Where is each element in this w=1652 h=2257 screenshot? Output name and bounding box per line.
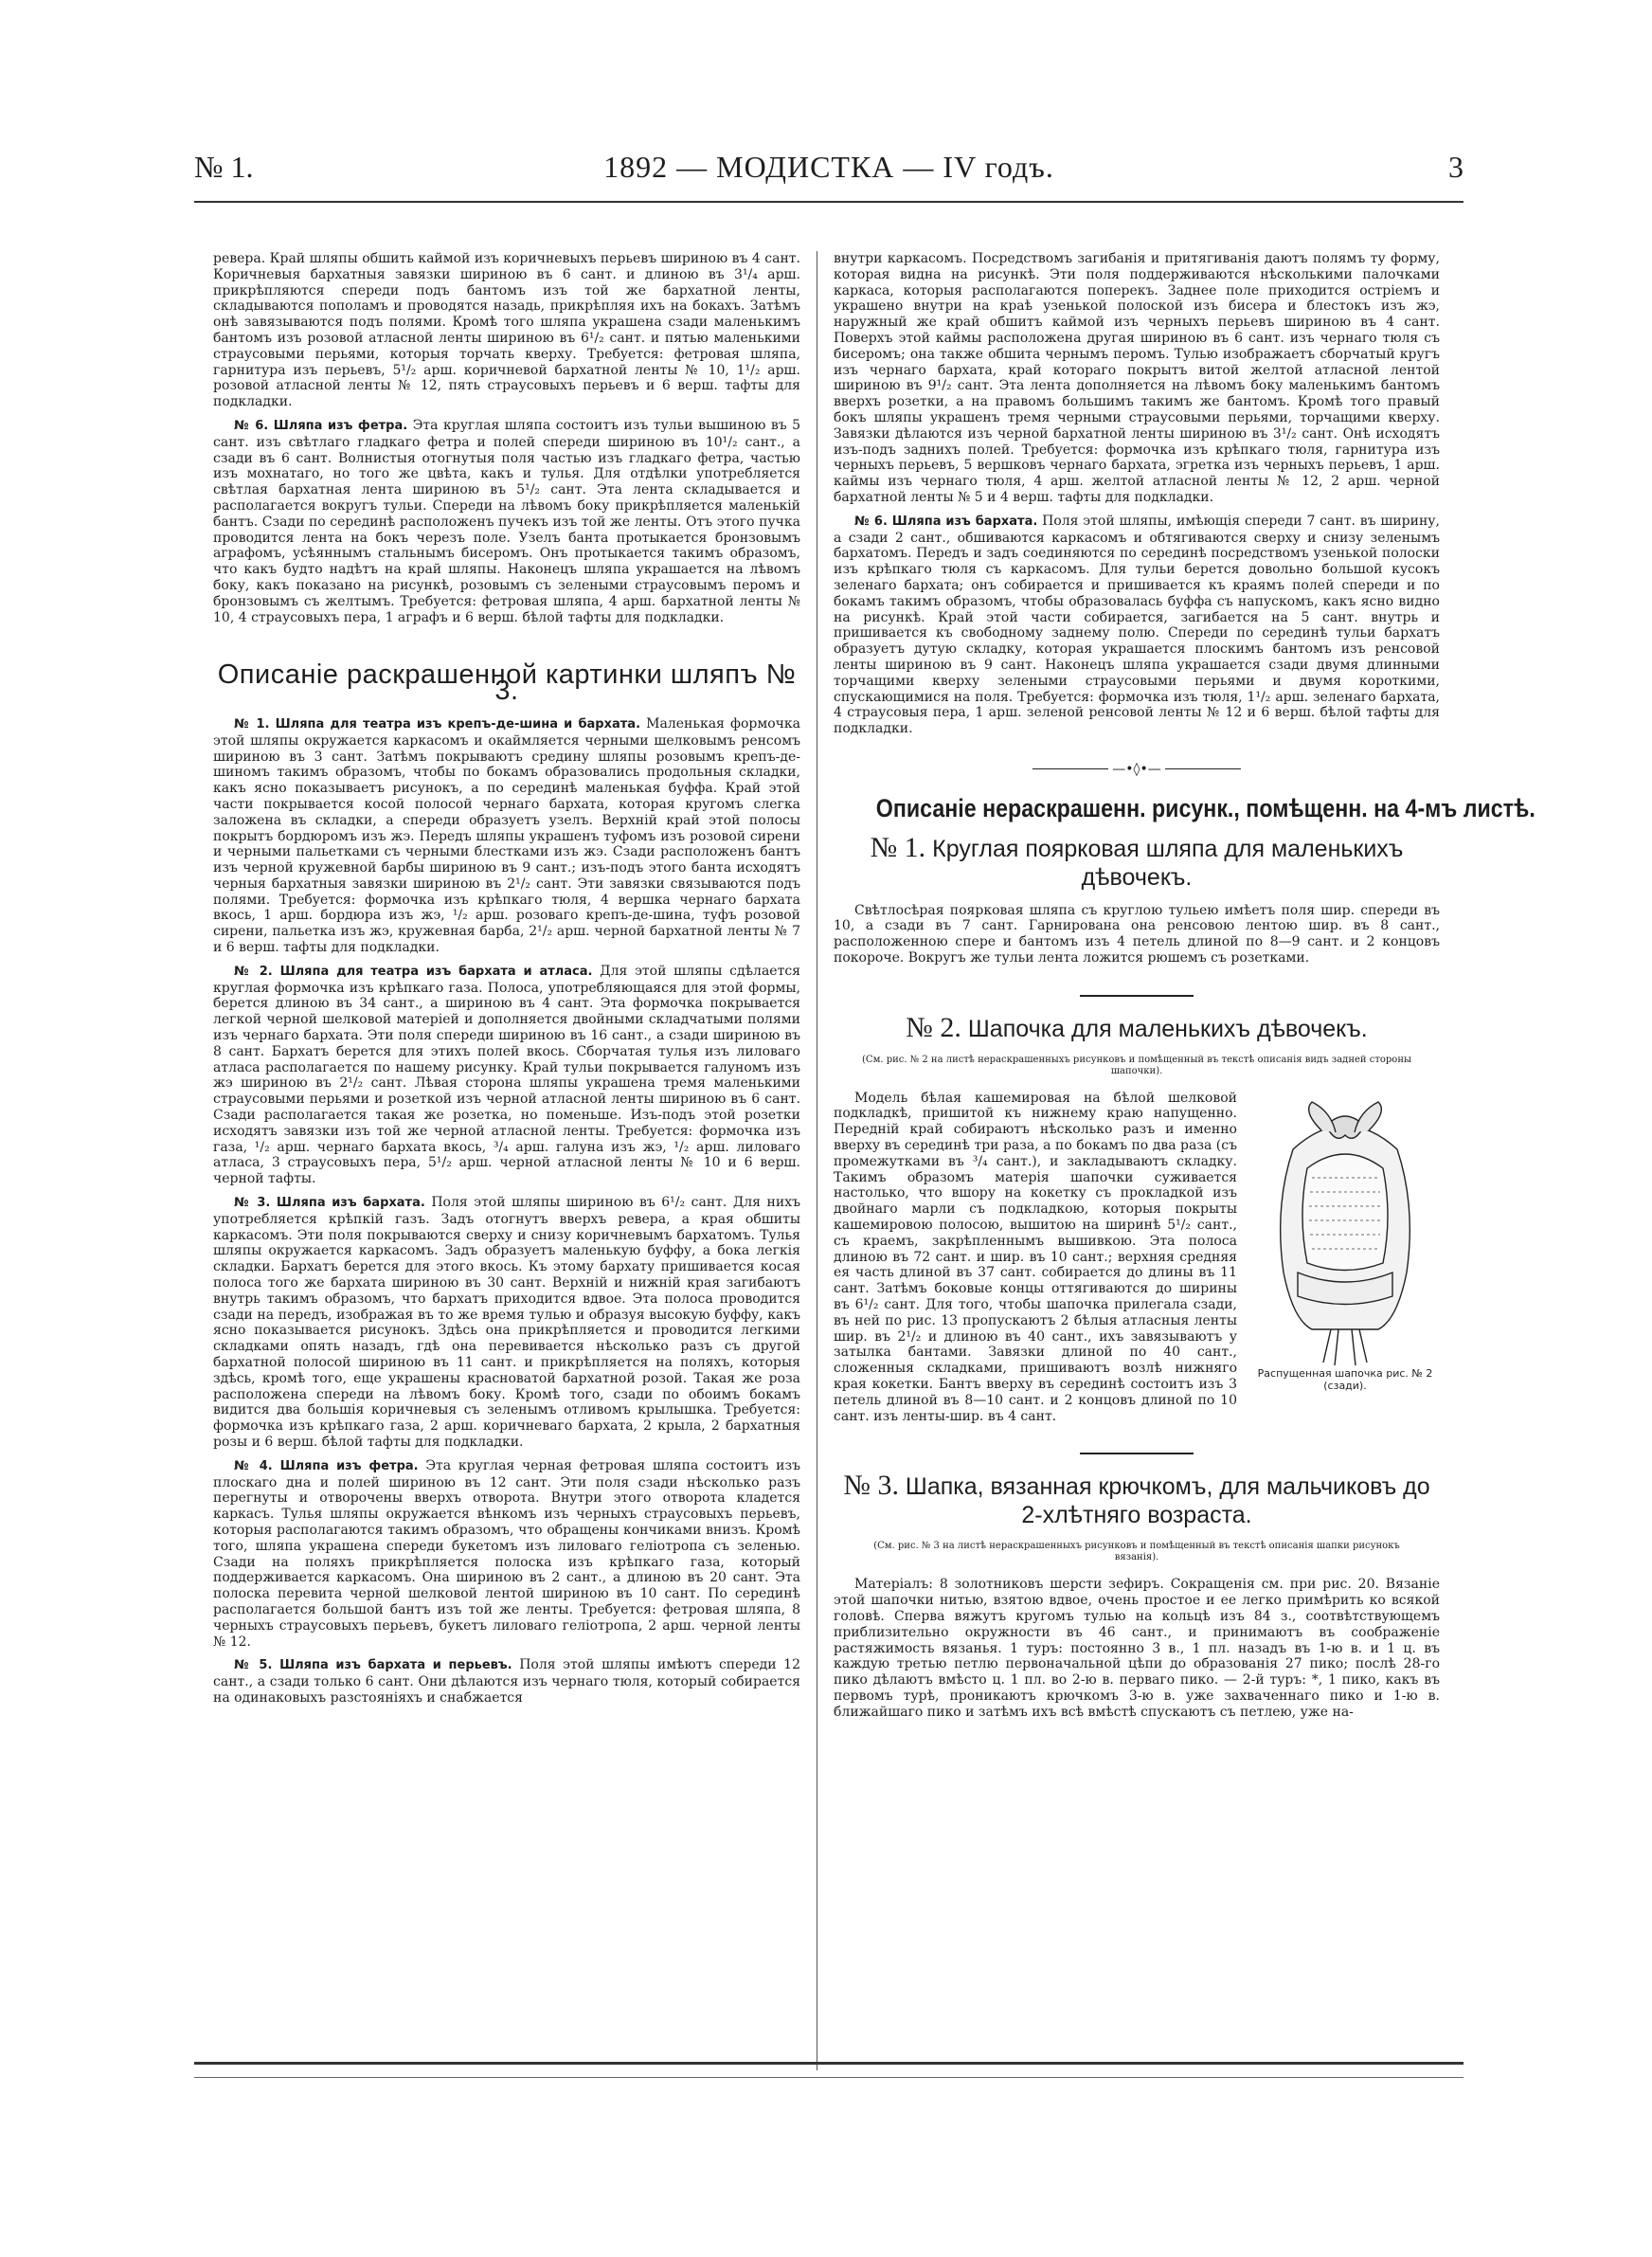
- item-number: № 1.: [870, 831, 926, 863]
- ornament-line: [1032, 768, 1108, 769]
- item-label: № 6. Шляпа изъ фетра.: [234, 418, 408, 433]
- item-text-2: Модель бѣлая кашемировая на бѣлой шелковой подкладкѣ, пришитой къ нижнему краю напущенно. Передній край собираютъ нѣсколько разъ и именно вверху въ серединѣ три раза, а по бокамъ по два раза (съ промежутками въ ³/₄ сант.), и закладываютъ складку. Такимъ образомъ матерія шапочки суживается настолько, что вшору на кокетку съ прокладкой изъ двойнаго марли съ подкладкою, которыя покрыты кашемировою полосою, вышитою на ширинѣ 5¹/₂ сант., съ краемъ, закрѣпленнымъ вышивкою. Эта полоса длиною въ 72 сант. и шир. въ 10 сант.; верхняя средняя ея часть длиной въ 37 сант. собирается до длины въ 11 сант. Затѣмъ боковые концы оттягиваются до ширины въ 6¹/₂ сант. Для того, чтобы шапочка прилегала сзади, въ ней по рис. 13 пропускаютъ 2 бѣлыя атласныя ленты шир. въ 2¹/₂ и длиною въ 40 сант., ихъ завязываютъ у затылка бантами. Завязки длиной по 40 сант., сложенныя складками, пришиваютъ возлѣ нижняго края кокетки. Бантъ вверху въ серединѣ состоитъ изъ 3 петель длиной въ 8—10 сант. и 2 концовъ длиной по 10 сант. изъ ленты-шир. въ 4 сант.: [834, 1090, 1237, 1424]
- item-text: Маленькая формочка этой шляпы окружается каркасомъ и окаймляется черными шелковымъ ренсомъ шириною въ 3 сант. Затѣмъ покрываютъ средину шляпы розовымъ крепъ-де-шиномъ такимъ образомъ, чтобы по бокамъ образовались продольныя складки, какъ ясно показываетъ рисунокъ, а по серединѣ маленькая буффа. Край этой части покрывается косой полосой чернаго бархата, которая кругомъ слегка заложена въ складки, а спереди образуетъ узелъ. Верхній край этой полосы покрытъ бордюромъ изъ жэ. Передъ шляпы украшенъ туфомъ изъ розовой сирени и черными пальетками съ черными блестками изъ жэ. Сзади расположенъ бантъ изъ черной кружевной барбы шириною въ 9 сант.; изъ-подъ этого банта исходятъ черныя бархатныя завязки шириною въ 2¹/₂ сант. Эти завязки связываются подъ полями. Требуется: формочка изъ крѣпкаго тюля, 4 вершка чернаго бархата вкось, 1 арш. бордюра изъ жэ, ¹/₂ арш. розоваго крепъ-де-шина, туфъ розовой сирени, пальетка изъ жэ, кружевная барба, 2¹/₂ арш. черной бархатной ленты № 7 и 6 верш. тафты для подкладки.: [213, 715, 801, 956]
- item-label: № 1. Шляпа для театра изъ крепъ-де-шина и бархата.: [234, 716, 641, 731]
- item-heading: Круглая поярковая шляпа для маленькихъ дѣвочекъ.: [932, 835, 1404, 891]
- item-hat-6: [213, 418, 800, 625]
- item-text: Эта круглая черная фетровая шляпа состоитъ изъ плоскаго дна и полей шириною въ 12 сант. Эти поля сзади нѣсколько разъ перегнуты и отворочены вверхъ отворота. Внутри этого отворота кладется каркасъ. Тулья шляпы окружается вѣнкомъ изъ черныхъ страусовыхъ перьевъ, которыя располагаются такимъ образомъ, что обращены кончиками внизъ. Кромѣ того, шляпа украшена спереди букетомъ изъ лиловаго геліотропа съ зеленью. Сзади на поляхъ прикрѣпляется полоска изъ крѣпкаго газа, который поддерживается каркасомъ. Она шириною въ 2 сант., а длиною въ 20 сант. Эта полоска перевита черной шелковой лентой шириною въ 10 сант. По серединѣ располагается большой бантъ изъ той же ленты. Требуется: фетровая шляпа, 8 черныхъ страусовыхъ перьевъ, букетъ лиловаго геліотропа, 2 арш. черной ленты № 12.: [213, 1457, 800, 1650]
- item-text: Для этой шляпы сдѣлается круглая формочка изъ крѣпкаго газа. Полоса, употребляющаяся для этой формы, берется длиною въ 34 сант., а шириною въ 4 сант. Эта формочка покрывается легкой черной шелковой матеріей и дополняется двойными складчатыми полями изъ чернаго бархата. Эти поля спереди шириною въ 16 сант., а сзади шириною въ 8 сант. Бархатъ берется для этихъ полей вкось. Сборчатая тулья изъ лиловаго атласа располагается по нашему рисунку. Край тульи покрывается галуномъ изъ жэ шириною въ 2¹/₂ сант. Лѣвая сторона шляпы украшена тремя маленькими страусовыми перьями и розеткой изъ черной атласной ленты шириною въ 6 сант. Сзади располагается такая же розетка, но поменьше. Изъ-подъ этой розетки исходятъ завязки изъ той же черной атласной ленты. Требуется: формочка изъ газа, ¹/₂ арш. чернаго бархата вкось, ³/₄ арш. галуна изъ жэ, ¹/₂ арш. лиловаго атласа, 3 страусовыхъ пера, 5¹/₂ арш. черной атласной ленты № 10 и 6 верш. черной тафты.: [213, 963, 800, 1187]
- header-rule: [194, 201, 1463, 203]
- section-title-uncolored: Описаніе нераскрашенн. рисунк., помѣщенн. на 4-мъ листѣ.: [875, 793, 1535, 822]
- left-column: [213, 251, 800, 1706]
- item-heading: Шапочка для маленькихъ дѣвочекъ.: [967, 1015, 1368, 1042]
- item-label: № 3. Шляпа изъ бархата.: [234, 1196, 425, 1211]
- item-text: Поля этой шляпы имѣютъ спереди 12 сант., а сзади только 6 сант. Они дѣлаются изъ чернаго тюля, который собирается на одинаковыхъ разстояніяхъ и снабжается: [213, 1657, 801, 1706]
- right-continuation: внутри каркасомъ. Посредствомъ загибанія и притягиванія даютъ полямъ ту форму, которая видна на рисункѣ. Эти поля поддерживаются нѣсколькими палочками каркаса, которыя располагаются поперекъ. Заднее поле приходится остріемъ и украшено внутри на краѣ узенькой полоской изъ бисера и блестокъ изъ жэ, наружный же край обшитъ каймой изъ черныхъ перьевъ шириною въ 4 сант. Поверхъ этой каймы расположена другая шириною въ 6 сант. изъ чернаго тюля съ бисеромъ; она также обшита чернымъ перомъ. Тулью изображаетъ сборчатый кругъ изъ чернаго бархата, край котораго покрытъ витой желтой атласной лентой шириною въ 9¹/₂ сант. Эта лента дополняется на лѣвомъ боку маленькимъ бантомъ вверхъ розетки, а на правомъ большимъ такимъ же бантомъ. Кромѣ того правый бокъ шляпы украшенъ тремя черными страусовыми перьями, торчащими кверху. Завязки дѣлаются изъ черной бархатной ленты шириною въ 3¹/₂ сант. Онѣ исходятъ изъ-подъ заднихъ полей. Требуется: формочка изъ крѣпкаго тюля, гарнитура изъ черныхъ перьевъ, 5 вершковъ чернаго бархата, эгретка изъ черныхъ перьевъ, 1 арш. каймы изъ чернаго тюля, 4 арш. желтой атласной ленты № 12, 2 арш. черной бархатной ленты № 5 и 4 верш. тафты для подкладки.: [834, 251, 1440, 505]
- item-label: № 5. Шляпа изъ бархата и перьевъ.: [234, 1658, 512, 1673]
- ornament-line: [1165, 768, 1241, 769]
- item-plate-3: [213, 1195, 800, 1451]
- item-title-2: [834, 1011, 1440, 1043]
- ornament-divider: [834, 762, 1440, 778]
- bonnet-figure: [1250, 1092, 1440, 1392]
- item-plate-2: [213, 964, 800, 1187]
- right-column: [834, 251, 1535, 1721]
- issue-number: № 1.: [194, 150, 254, 184]
- item-number: № 2.: [906, 1011, 961, 1043]
- item-title-1: [834, 831, 1440, 892]
- short-rule: [1080, 995, 1194, 997]
- item-label: № 4. Шляпа изъ фетра.: [234, 1458, 419, 1473]
- running-title: 1892 — МОДИСТКА — IV годъ.: [603, 150, 1054, 184]
- item-text: Поля этой шляпы, имѣющія спереди 7 сант. въ ширину, а сзади 2 сант., обшиваются каркасомъ и обтягиваются сверху и снизу зеленымъ бархатомъ. Передъ и задъ соединяются по серединѣ посредствомъ узенькой полоски изъ крѣпкаго тюля съ каркасомъ. Для тульи берется довольно большой кусокъ зеленаго бархата; онъ собирается и пришивается къ краямъ полей спереди и по бокамъ такимъ образомъ, чтобы образовалась буффа съ напускомъ, какъ ясно видно на рисункѣ. Край этой части собирается, загибается на 5 сант. внутрь и пришивается къ свободному заднему полю. Спереди по серединѣ тульи бархатъ образуетъ дутую складку, которая украшается плоскимъ бантомъ изъ ренсовой ленты шириною въ 9 сант. Наконецъ шляпа украшается сзади двумя длинными торчащими кверху зелеными страусовыми перьями и двумя короткими, спускающимися на поля. Требуется: формочка изъ тюля, 1¹/₂ арш. зеленаго бархата, 4 страусовыя пера, 1 арш. зеленой ренсовой ленты № 12 и 6 верш. бѣлой тафты для подкладки.: [834, 513, 1440, 737]
- item-label: № 2. Шляпа для театра изъ бархата и атласа.: [234, 964, 593, 979]
- section-title-colored-plate: Описаніе раскрашенной картинки шляпъ № 3.: [217, 659, 797, 707]
- item-text: Поля этой шляпы шириною въ 6¹/₂ сант. Для нихъ употребляется крѣпкій газъ. Задъ отогнутъ вверхъ ревера, а края обшиты каркасомъ. Эти поля покрываются сверху и снизу коричневымъ бархатомъ. Тулья шляпы окружается каркасомъ. Задъ образуетъ маленькую буффу, а бока легкія складки. Бархатъ берется для этого вкось. Къ этому бархату пришивается косая полоса того же бархата шириною въ 30 сант. Верхній и нижній края загибаютъ внутрь такимъ образомъ, что бархатъ приходится вдвое. Эта полоса проводится сзади на передъ, изображая въ то же время тулью и образуя высокую буффу, какъ ясно показывается рисунокъ. Здѣсь она прикрѣпляется и проводится легкими складками опять назадъ, гдѣ она перевивается нѣсколько разъ съ другой бархатной полосой шириною въ 11 сант. и прикрѣпляется на поляхъ, которыя здѣсь, кромѣ того, еще украшены красноватой бархатной розой. Такая же роза расположена спереди на лѣвомъ боку. Кромѣ того, сзади по обоимъ бокамъ видится два большія коричневыя съ зеленымъ отливомъ крылышка. Требуется: формочка изъ крѣпкаго газа, 2 арш. коричневаго бархата, 2 крыла, 2 бархатныя розы и 6 верш. бѣлой тафты для подкладки.: [213, 1195, 800, 1450]
- item-plate-5: [213, 1657, 800, 1706]
- item-heading: Шапка, вязанная крючкомъ, для мальчиковъ до 2-хлѣтняго возраста.: [905, 1473, 1430, 1529]
- item-text-3: Матеріалъ: 8 золотниковъ шерсти зефиръ. Сокращенія см. при рис. 20. Вязаніе этой шапочки нитью, взятою вдвое, очень простое и ее легко примѣрить ко всякой головѣ. Сперва вяжутъ кругомъ тулью на кольцѣ изъ 84 з., соотвѣтствующемъ приблизительно окружности въ 46 сант., и принимаютъ въ соображеніе растяжимость вязанья. 1 туръ: постоянно 3 в., 1 пл. назадъ въ 1-ю в. и 1 ц. въ каждую третью петлю первоначальной цѣпи до образованія 27 пико; послѣ 28-го пико дѣлаютъ вмѣсто ц. 1 пл. во 2-ю в. перваго пико. — 2-й туръ: *, 1 пико, какъ въ первомъ турѣ, проникаютъ крючкомъ 3-ю в. уже захваченнаго пико и 1-ю в. ближайшаго пико и затѣмъ ихъ всѣ вмѣстѣ спускаютъ съ петлею, уже на-: [834, 1577, 1440, 1720]
- bonnet-back-illustration: [1255, 1092, 1435, 1367]
- figure-caption: Распущенная шапочка рис. № 2 (сзади).: [1257, 1366, 1433, 1392]
- left-continuation: ревера. Край шляпы обшить каймой изъ коричневыхъ перьевъ шириною въ 4 сант. Коричневыя бархатныя завязки шириною въ 6 сант. и длиною въ 3¹/₄ арш. прикрѣпляются спереди подъ бантомъ изъ той же бархатной ленты, складываются пополамъ и проводятся назадь, прикрѣпляя ихъ на бокахъ. Затѣмъ онѣ завязываются подъ полями. Кромѣ того шляпа украшена сзади маленькимъ бантомъ изъ розовой атласной ленты шириною въ 6¹/₂ сант. и пятью маленькими страусовыми перьями, которыя торчать кверху. Требуется: фетровая шляпа, гарнитура изъ перьевъ, 5¹/₂ арш. коричневой бархатной ленты № 10, 1¹/₂ арш. розовой атласной ленты № 12, пять страусовыхъ перьевъ и 6 верш. тафты для подкладки.: [213, 251, 800, 410]
- ornament-glyph: —•◊•—: [1112, 761, 1161, 777]
- item-plate-4: [213, 1458, 800, 1651]
- page-number: 3: [1448, 150, 1463, 184]
- item-plate-6: [834, 514, 1440, 737]
- item-note-2: (См. рис. № 2 на листѣ нераскрашенныхъ рисунковъ и помѣщенный въ текстѣ описанія видъ задней стороны шапочки).: [862, 1054, 1411, 1076]
- footer-rule: [194, 2062, 1463, 2065]
- item-label: № 6. Шляпа изъ бархата.: [854, 514, 1038, 529]
- item-plate-1: [213, 716, 800, 956]
- item-text-1: Свѣтлосѣрая поярковая шляпа съ круглою тульею имѣетъ поля шир. спереди въ 10, а сзади въ 7 сант. Гарнирована она ренсовою лентою шир. въ 8 сант., расположенною спере и бантомъ изъ 4 петель длиной по 8—9 сант. и 2 концовъ покороче. Вокругъ же тульи лента ложится рюшемъ съ розетками.: [834, 902, 1440, 966]
- item-number: № 3.: [843, 1470, 899, 1502]
- page-header: [194, 150, 1463, 188]
- footer-rule-thin: [194, 2077, 1463, 2078]
- short-rule: [1080, 1453, 1194, 1454]
- item-text: Эта круглая шляпа состоитъ изъ тульи вышиною въ 5 сант. изъ свѣтлаго гладкаго фетра и полей спереди шириною въ 10¹/₂ сант., а сзади въ 6 сант. Волнистыя отогнутыя поля частью изъ гладкаго фетра, частью изъ мохнатаго, но того же цвѣта, какъ и тулья. Для отдѣлки употребляется свѣтлая бархатная лента шириною въ 5¹/₂ сант. Эта лента складывается и располагается вокругъ тульи. Спереди на лѣвомъ боку прикрѣпляется маленькій бантъ. Сзади по серединѣ расположенъ пучекъ изъ той же ленты. Отъ этого пучка проводится лента на бокъ черезъ поле. Узелъ банта протыкается бронзовымъ аграфомъ, усѣяннымъ стальнымъ бисеромъ. Онъ протыкается такимъ образомъ, что какъ будто надѣтъ на край шляпы. Наконецъ шляпа украшается на лѣвомъ боку, какъ показано на рисункѣ, розовымъ съ зелеными страусовымъ перомъ и бронзовымъ съ желтымъ. Требуется: фетровая шляпа, 4 арш. бархатной ленты № 10, 4 страусовыхъ пера, 1 аграфъ и 6 верш. бѣлой тафты для подкладки.: [213, 417, 801, 625]
- item-title-3: [834, 1472, 1440, 1529]
- item-note-3: (См. рис. № 3 на листѣ нераскрашенныхъ рисунковъ и помѣщенный въ текстѣ описанія шапки рисунокъ вязанія).: [873, 1541, 1400, 1563]
